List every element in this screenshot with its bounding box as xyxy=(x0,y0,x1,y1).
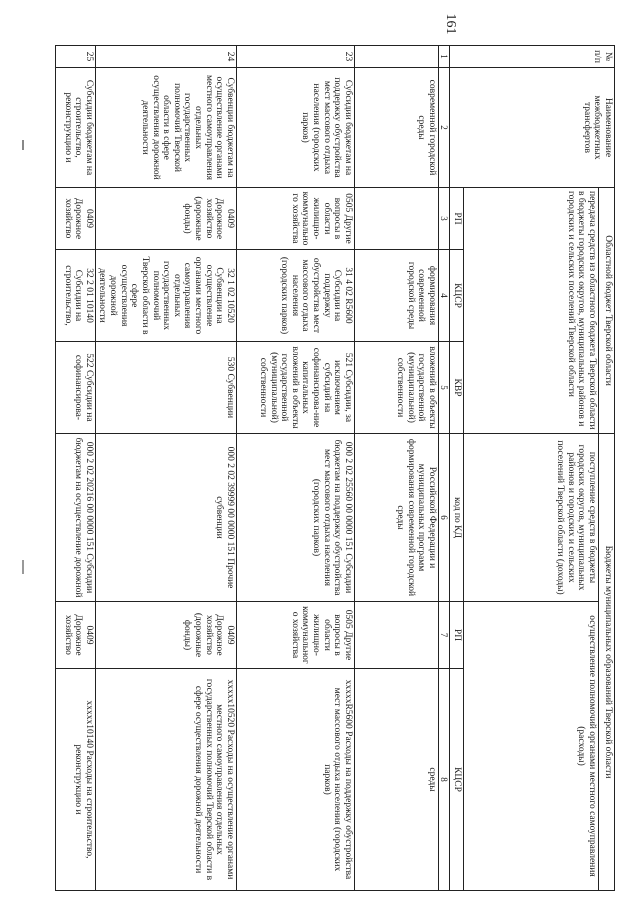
header-regional-budget: Областной бюджет Тверской области xyxy=(599,188,615,434)
cell-no: 23 xyxy=(236,46,354,68)
header-kcsr: КЦСР xyxy=(450,250,464,342)
header-kd: код по КД xyxy=(450,434,464,602)
cell-no: 25 xyxy=(55,46,95,68)
header-income-desc: поступление средств в бюджеты городских округов, муниципальных районов и городских и сельских поселений Тверской области (доходы) xyxy=(464,434,599,602)
cell-kcsr: 31 4 02 R5600 Субсидии на поддержку обустройства мест массового отдыха населения (городских парков) xyxy=(236,250,354,342)
column-number: 7 xyxy=(438,602,449,669)
cell-rp xyxy=(354,188,438,250)
cell-name: Субсидии бюджетам на поддержку обустройства мест массового отдыха населения (городских парков) xyxy=(236,68,354,188)
cell-kvr: вложений в объекты государственной (муниципальной) собственности xyxy=(354,342,438,434)
cell-kd: 000 2 02 25560 00 0000 151 Субсидии бюджетам на поддержку обустройства мест массового отдыха населения (городских парков) xyxy=(236,434,354,602)
header-rp: РП xyxy=(450,188,464,250)
cell-kcsr2: среды xyxy=(354,669,438,891)
cell-rp: 0409 Дорожное хозяйство xyxy=(55,188,95,250)
cell-kcsr2: xxxxx10140 Расходы на строительство, реконструкцию и xyxy=(55,669,95,891)
cell-rp2: 0505 Другие вопросы в области жилищно-коммунального хозяйства xyxy=(236,602,354,669)
cell-kcsr2: xxxxx10520 Расходы на осуществление органами местного самоуправления отдельных государственных полномочий Тверской области в сфере осуществления дорожной деятельности xyxy=(95,669,236,891)
column-number: 5 xyxy=(438,342,449,434)
header-rp2: РП xyxy=(450,602,464,669)
cell-no: 24 xyxy=(95,46,236,68)
cell-rp2 xyxy=(354,602,438,669)
header-kcsr2: КЦСР xyxy=(450,669,464,891)
cell-rp2: 0409 Дорожное хозяйство xyxy=(55,602,95,669)
cell-kcsr: 32 1 02 10520 Субвенции на осуществление органами местного самоуправления отдельных государственных полномочий Тверской области в сфере осуществления дорожной деятельности xyxy=(95,250,236,342)
cell-rp2: 0409 Дорожное хозяйство (дорожные фонды) xyxy=(95,602,236,669)
header-regional-purpose: передача средств из областного бюджета Тверской области в бюджеты городских округов, муниципальных районов и городских и сельских поселений Тверской области xyxy=(464,188,599,434)
column-number: 6 xyxy=(438,434,449,602)
column-number: 4 xyxy=(438,250,449,342)
rotated-table-container xyxy=(62,45,615,890)
cell-kcsr: 32 2 01 10140 Субсидии на строительство, xyxy=(55,250,95,342)
header-kvr: КВР xyxy=(450,342,464,434)
header-expense-desc: осуществление полномочий органами местного самоуправления (расходы) xyxy=(464,602,599,891)
table-row xyxy=(354,46,438,891)
cell-kcsr2: xxxxxR5600 Расходы на поддержку обустройства мест массового отдыха населения (городских парков) xyxy=(236,669,354,891)
document-page xyxy=(62,45,615,890)
cell-kd: 000 2 02 20216 00 0000 151 Субсидии бюджетам на осуществление дорожной xyxy=(55,434,95,602)
header-no: № п/п xyxy=(450,46,615,68)
header-municipal-budget: Бюджеты муниципальных образований Тверской области xyxy=(599,434,615,891)
table-row xyxy=(95,46,236,891)
column-number: 3 xyxy=(438,188,449,250)
cell-kvr: 521 Субсидии, за исключением субсидий на софинансирова-ние капитальных вложений в объекты государственной (муниципальной) собственности xyxy=(236,342,354,434)
cell-name: Субсидии бюджетам на строительство, реконструкцию и xyxy=(55,68,95,188)
cell-kvr: 530 Субвенции xyxy=(95,342,236,434)
transfers-table xyxy=(55,45,615,891)
page-number: 161 xyxy=(443,13,458,35)
cell-kd: Российской Федерации и муниципальных программ формирования современной городской среды xyxy=(354,434,438,602)
cell-rp: 0409 Дорожное хозяйство (дорожные фонды) xyxy=(95,188,236,250)
cell-kd: 000 2 02 39999 00 0000 151 Прочие субвенции xyxy=(95,434,236,602)
cell-kcsr: формирования современной городской среды xyxy=(354,250,438,342)
column-number: 1 xyxy=(438,46,449,68)
table-row xyxy=(236,46,354,891)
cell-name: современной городской среды xyxy=(354,68,438,188)
cell-no xyxy=(354,46,438,68)
cell-rp: 0505 Другие вопросы в области жилищно-коммунального хозяйства xyxy=(236,188,354,250)
cell-name: Субвенции бюджетам на осуществление органами местного самоуправления отдельных государственных полномочий Тверской области в сфере осуществления дорожной деятельности xyxy=(95,68,236,188)
table-row xyxy=(55,46,95,891)
header-name: Наименование межбюджетных трансфертов xyxy=(450,68,615,188)
column-number: 2 xyxy=(438,68,449,188)
cell-kvr: 522 Субсидии на софинансирова- xyxy=(55,342,95,434)
scan-mark xyxy=(22,140,24,150)
column-number: 8 xyxy=(438,669,449,891)
scan-mark xyxy=(22,560,24,574)
